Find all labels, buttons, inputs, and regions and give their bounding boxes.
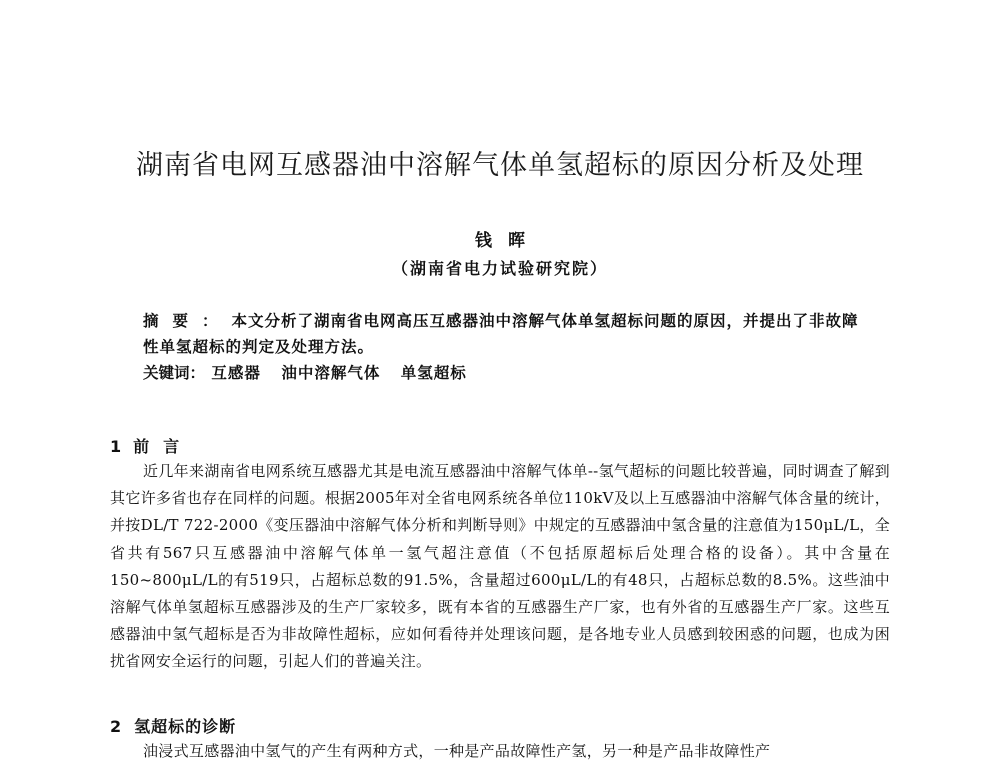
- keyword-item: 单氢超标: [400, 363, 467, 382]
- abstract: [143, 308, 873, 360]
- section-paragraph-introduction: 近几年来湖南省电网系统互感器尤其是电流互感器油中溶解气体单--氢气超标的问题比较普遍，同时调查了解到其它许多省也存在同样的问题。根据2005年对全省电网系统各单位110kV及以上互感器油中溶解气体含量的统计，并按DL/T 722-2000《变压器油中溶解气体分析和判断导则》中规定的互感器油中氢含量的注意值为150μL/L，全省共有567只互感器油中溶解气体单一氢气超注意值（不包括原超标后处理合格的设备）。其中含量在150~800μL/L的有519只，占超标总数的91.5%，含量超过600μL/L的有48只，占超标总数的8.5%。这些油中溶解气体单氢超标互感器涉及的生产厂家较多，既有本省的互感器生产厂家，也有外省的互感器生产厂家。这些互感器油中氢气超标是否为非故障性超标，应如何看待并处理该问题，是各地专业人员感到较困惑的问题，也成为困扰省网安全运行的问题，引起人们的普遍关注。: [110, 462, 890, 671]
- section-paragraph-diagnosis: 油浸式互感器油中氢气的产生有两种方式，一种是产品故障性产氢，另一种是产品非故障性产: [143, 742, 771, 760]
- section-number: 2: [110, 717, 123, 736]
- keywords-label: 关键词：: [143, 364, 206, 382]
- section-title: 前言: [133, 437, 194, 456]
- keyword-item: 互感器: [211, 363, 261, 382]
- section-heading-diagnosis: [110, 714, 236, 737]
- paper-title: 湖南省电网互感器油中溶解气体单氢超标的原因分析及处理: [136, 150, 864, 181]
- keywords: [143, 361, 481, 383]
- section-number: 1: [110, 437, 122, 456]
- section-heading-introduction: [110, 434, 193, 457]
- author-affiliation: （湖南省电力试验研究院）: [391, 259, 608, 278]
- abstract-label: 摘要：: [143, 312, 232, 330]
- abstract-text: 本文分析了湖南省电网高压互感器油中溶解气体单氢超标问题的原因，并提出了非故障性单氢超标的判定及处理方法。: [143, 311, 859, 356]
- keyword-item: 油中溶解气体: [281, 363, 381, 382]
- section-title: 氢超标的诊断: [134, 717, 237, 736]
- author-name: 钱晖: [475, 231, 541, 251]
